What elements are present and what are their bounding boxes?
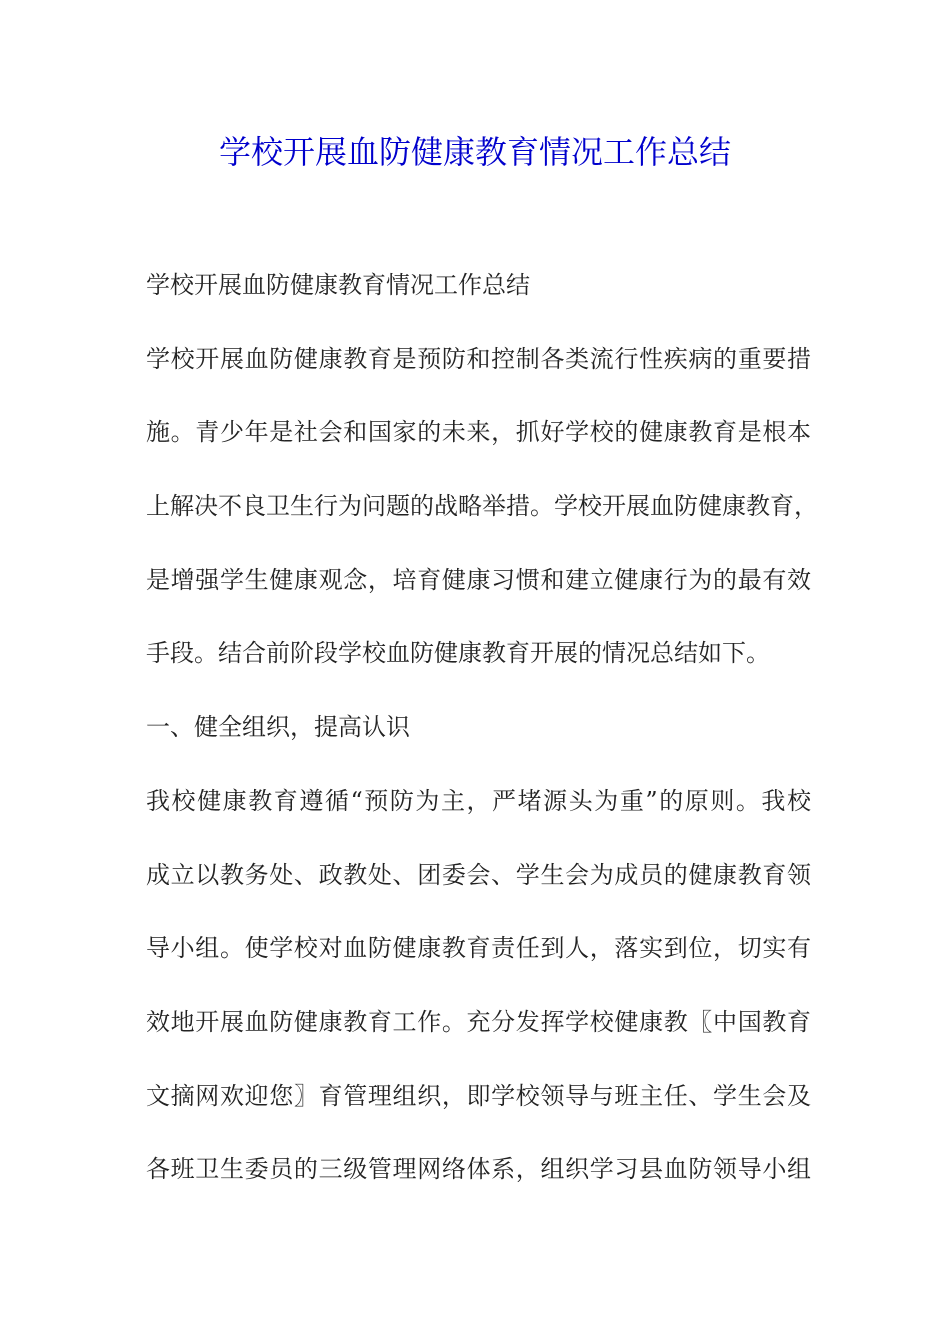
paragraph-line: 手段。结合前阶段学校血防健康教育开展的情况总结如下。: [146, 639, 770, 668]
document-body: [146, 263, 818, 1221]
paragraph-line: 是增强学生健康观念，培育健康习惯和建立健康行为的最有效: [146, 565, 811, 594]
paragraph-line: 我校健康教育遵循“预防为主，严堵源头为重”的原则。我校: [146, 786, 811, 815]
document-title: 学校开展血防健康教育情况工作总结: [218, 133, 731, 171]
paragraph-line: 各班卫生委员的三级管理网络体系，组织学习县血防领导小组: [146, 1155, 811, 1184]
paragraph-line: 学校开展血防健康教育是预防和控制各类流行性疾病的重要措: [146, 344, 811, 373]
paragraph-line: 效地开展血防健康教育工作。充分发挥学校健康教〖中国教育: [146, 1007, 811, 1036]
paragraph-line: 上解决不良卫生行为问题的战略举措。学校开展血防健康教育，: [146, 492, 818, 521]
document-subtitle: 学校开展血防健康教育情况工作总结: [146, 271, 530, 299]
paragraph-line: 成立以教务处、政教处、团委会、学生会为成员的健康教育领: [146, 860, 811, 889]
paragraph-line: 施。青少年是社会和国家的未来，抓好学校的健康教育是根本: [146, 418, 811, 447]
section-heading: 一、健全组织，提高认识: [146, 713, 410, 742]
paragraph-line: 导小组。使学校对血防健康教育责任到人，落实到位，切实有: [146, 934, 811, 963]
paragraph-line: 文摘网欢迎您〗育管理组织，即学校领导与班主任、学生会及: [146, 1081, 811, 1110]
